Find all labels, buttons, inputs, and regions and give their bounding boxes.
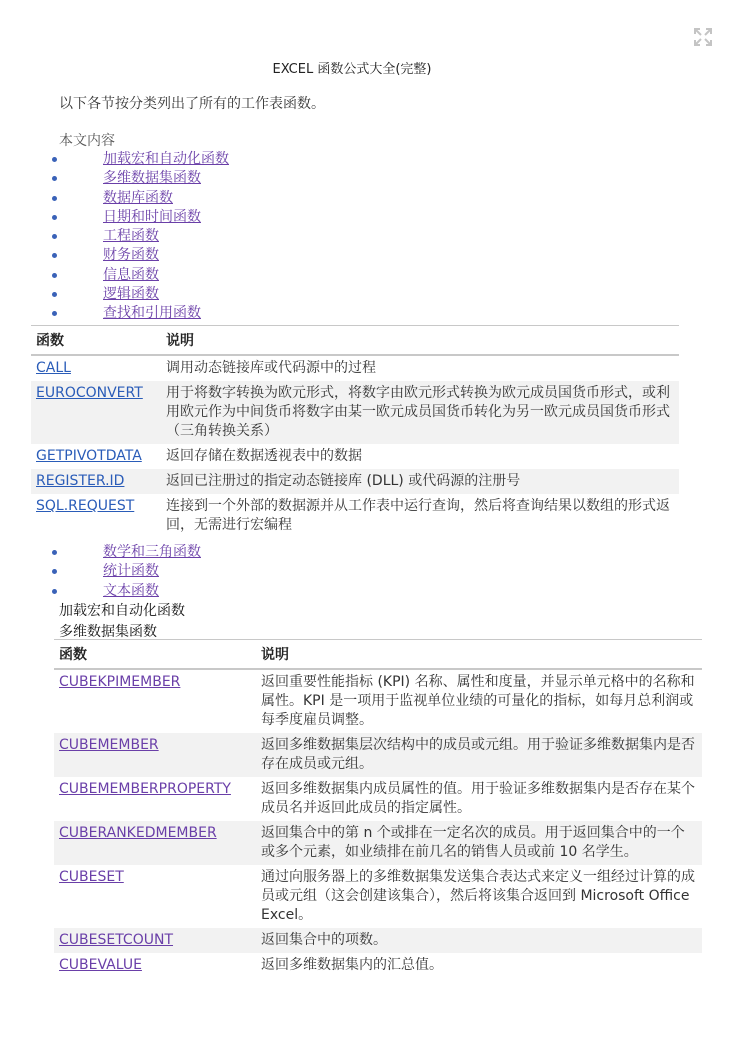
table-header-row <box>54 640 702 670</box>
function-description: 通过向服务器上的多维数据集发送集合表达式来定义一组经过计算的成员或元组（这会创建该集合），然后将该集合返回到 Microsoft Office Excel。 <box>261 869 695 923</box>
list-item <box>0 150 229 169</box>
function-description: 连接到一个外部的数据源并从工作表中运行查询，然后将查询结果以数组的形式返回，无需进行宏编程 <box>166 498 670 533</box>
list-item <box>0 562 201 581</box>
toc-link[interactable]: 工程函数 <box>103 228 159 245</box>
table-row <box>31 469 679 494</box>
list-item <box>0 285 229 304</box>
function-description: 用于将数字转换为欧元形式，将数字由欧元形式转换为欧元成员国货币形式，或利用欧元作为中间货币将数字由某一欧元成员国货币转化为另一欧元成员国货币形式（三角转换关系） <box>161 381 679 444</box>
function-link[interactable]: CUBESETCOUNT <box>59 932 174 948</box>
toc-link[interactable]: 多维数据集函数 <box>103 170 201 187</box>
table-row <box>54 928 702 953</box>
section-heading-addin: 加载宏和自动化函数 <box>59 603 185 619</box>
table-row <box>31 494 679 538</box>
function-link[interactable]: CUBERANKEDMEMBER <box>59 825 217 841</box>
function-description: 返回集合中的第 n 个或排在一定名次的成员。用于返回集合中的一个或多个元素，如业绩排在前几名的销售人员或前 10 名学生。 <box>256 821 702 865</box>
function-description: 返回集合中的项数。 <box>256 928 702 953</box>
function-link[interactable]: EUROCONVERT <box>36 385 143 401</box>
toc-link[interactable]: 加载宏和自动化函数 <box>103 151 229 167</box>
toc-link[interactable]: 财务函数 <box>103 247 159 264</box>
column-header: 函数 <box>31 326 161 356</box>
table-row <box>54 777 702 821</box>
function-link[interactable]: SQL.REQUEST <box>36 498 135 514</box>
column-header: 说明 <box>256 640 702 670</box>
table-row <box>54 865 702 928</box>
list-item <box>0 246 229 265</box>
cube-functions-table <box>54 639 702 978</box>
table-row <box>31 355 679 381</box>
table-header-row <box>31 326 679 356</box>
function-link[interactable]: CUBEVALUE <box>59 957 142 973</box>
column-header: 函数 <box>54 640 256 670</box>
toc-list <box>0 150 229 324</box>
function-link[interactable]: CUBEKPIMEMBER <box>59 674 181 690</box>
document-title: EXCEL 函数公式大全(完整) <box>272 62 432 77</box>
list-item <box>0 582 201 601</box>
function-description: 返回已注册过的指定动态链接库 (DLL) 或代码源的注册号 <box>161 469 679 494</box>
function-link[interactable]: CUBESET <box>59 869 124 885</box>
function-description: 返回多维数据集内成员属性的值。用于验证多维数据集内是否存在某个成员名并返回此成员的指定属性。 <box>261 781 695 816</box>
list-item <box>0 304 229 323</box>
list-item <box>0 266 229 285</box>
function-description: 返回存储在数据透视表中的数据 <box>166 448 362 464</box>
expand-icon[interactable] <box>693 27 713 47</box>
toc-link[interactable]: 日期和时间函数 <box>103 208 201 225</box>
table-row <box>54 733 702 777</box>
function-description: 调用动态链接库或代码源中的过程 <box>166 360 376 376</box>
toc-link[interactable]: 文本函数 <box>103 582 159 599</box>
list-item <box>0 169 229 188</box>
toc-link[interactable]: 信息函数 <box>103 266 159 283</box>
function-description: 返回多维数据集层次结构中的成员或元组。用于验证多维数据集内是否存在成员或元组。 <box>256 733 702 777</box>
table-row <box>31 444 679 469</box>
toc-link[interactable]: 统计函数 <box>103 563 159 580</box>
list-item <box>0 189 229 208</box>
function-link[interactable]: GETPIVOTDATA <box>36 448 142 464</box>
list-item <box>0 208 229 227</box>
column-header: 说明 <box>161 326 679 356</box>
toc-link[interactable]: 数据库函数 <box>103 189 173 206</box>
toc-link[interactable]: 逻辑函数 <box>103 286 159 303</box>
function-link[interactable]: CALL <box>36 360 71 376</box>
table-row <box>54 953 702 978</box>
table-row <box>31 381 679 444</box>
table-row <box>54 669 702 733</box>
addin-functions-table <box>31 325 679 538</box>
function-description: 返回重要性能指标 (KPI) 名称、属性和度量，并显示单元格中的名称和属性。KPI 是一项用于监视单位业绩的可量化的指标，如每月总利润或每季度雇员调整。 <box>261 674 695 728</box>
intro-text: 以下各节按分类列出了所有的工作表函数。 <box>59 96 325 112</box>
list-item <box>0 543 201 562</box>
function-description: 返回多维数据集内的汇总值。 <box>261 957 443 973</box>
toc-link[interactable]: 数学和三角函数 <box>103 544 201 560</box>
toc-label: 本文内容 <box>59 133 115 149</box>
function-link[interactable]: REGISTER.ID <box>36 473 125 489</box>
toc-list-continued <box>0 543 201 601</box>
table-row <box>54 821 702 865</box>
function-link[interactable]: CUBEMEMBERPROPERTY <box>59 781 231 797</box>
section-heading-cube: 多维数据集函数 <box>59 624 157 640</box>
function-link[interactable]: CUBEMEMBER <box>59 737 159 753</box>
toc-link[interactable]: 查找和引用函数 <box>103 305 201 322</box>
list-item <box>0 227 229 246</box>
